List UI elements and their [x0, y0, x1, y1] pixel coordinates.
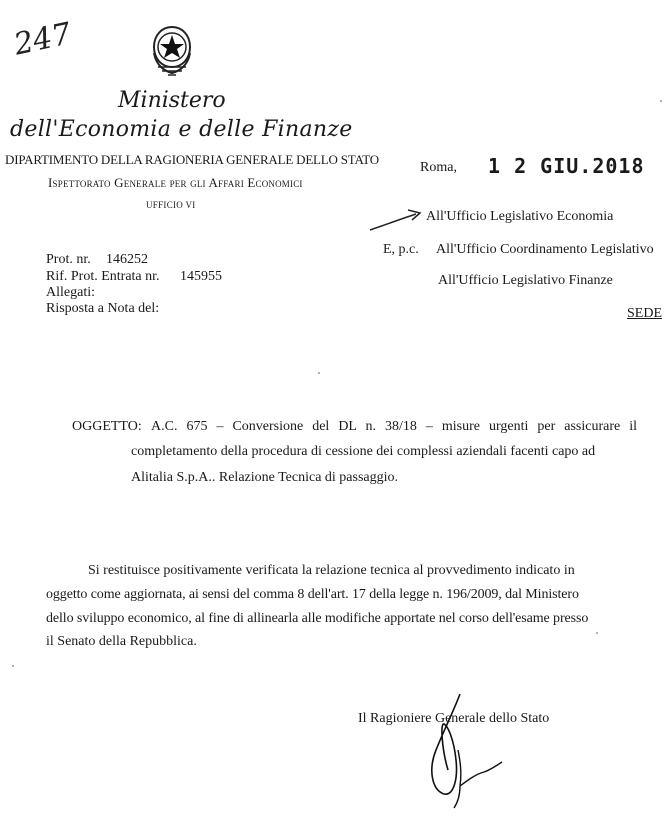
prot-value: 146252 — [106, 252, 148, 267]
body-line3: dello sviluppo economico, al fine di allinearla alle modifiche apportate nel corso dell'esame presso — [46, 611, 589, 626]
scan-speck — [660, 100, 662, 102]
date-stamp: 1 2 GIU.2018 — [488, 154, 645, 178]
body-line2: oggetto come aggiornata, ai sensi del comma 8 dell'art. 17 della legge n. 196/2009, dal Ministero — [46, 587, 579, 602]
arrow-icon — [368, 206, 428, 234]
rif-value: 145955 — [180, 269, 222, 284]
ministry-title-line1: Ministero — [118, 88, 226, 113]
prot-label: Prot. nr. — [46, 252, 91, 267]
subject-line1: A.C. 675 – Conversione del DL n. 38/18 – misure urgenti per assicurare il — [151, 419, 637, 434]
scan-speck — [12, 665, 14, 667]
subject-line2: completamento della procedura di cessione dei complessi aziendali facenti capo ad — [131, 444, 596, 459]
recipient-location: SEDE — [627, 306, 662, 321]
body-line4: il Senato della Repubblica. — [46, 634, 197, 649]
handwritten-signature — [414, 690, 514, 812]
body-line1: Si restituisce positivamente verificata la relazione tecnica al provvedimento indicato in — [88, 563, 575, 578]
rif-label: Rif. Prot. Entrata nr. — [46, 269, 160, 284]
office-name: UFFICIO VI — [146, 200, 196, 210]
signature-title: Il Ragioniere Generale dello Stato — [358, 711, 550, 726]
subject-label: OGGETTO: — [72, 419, 142, 434]
inspectorate-name: Ispettorato Generale per gli Affari Economici — [48, 175, 303, 190]
subject-line3: Alitalia S.p.A.. Relazione Tecnica di passaggio. — [131, 470, 399, 485]
department-name: DIPARTIMENTO DELLA RAGIONERIA GENERALE DELLO STATO — [5, 152, 379, 167]
recipient-to: All'Ufficio Legislativo Economia — [426, 209, 614, 224]
ministry-title-line2: dell'Economia e delle Finanze — [10, 117, 353, 142]
recipient-cc1: All'Ufficio Coordinamento Legislativo — [436, 242, 654, 257]
scan-speck — [596, 632, 598, 634]
allegati-label: Allegati: — [46, 285, 95, 300]
risposta-label: Risposta a Nota del: — [46, 301, 160, 316]
place: Roma, — [420, 160, 457, 175]
scan-speck — [318, 372, 320, 374]
republic-emblem — [148, 23, 196, 79]
recipient-cc-prefix: E, p.c. — [383, 242, 419, 257]
recipient-cc2: All'Ufficio Legislativo Finanze — [438, 273, 613, 288]
handwritten-number: 247 — [10, 16, 75, 63]
